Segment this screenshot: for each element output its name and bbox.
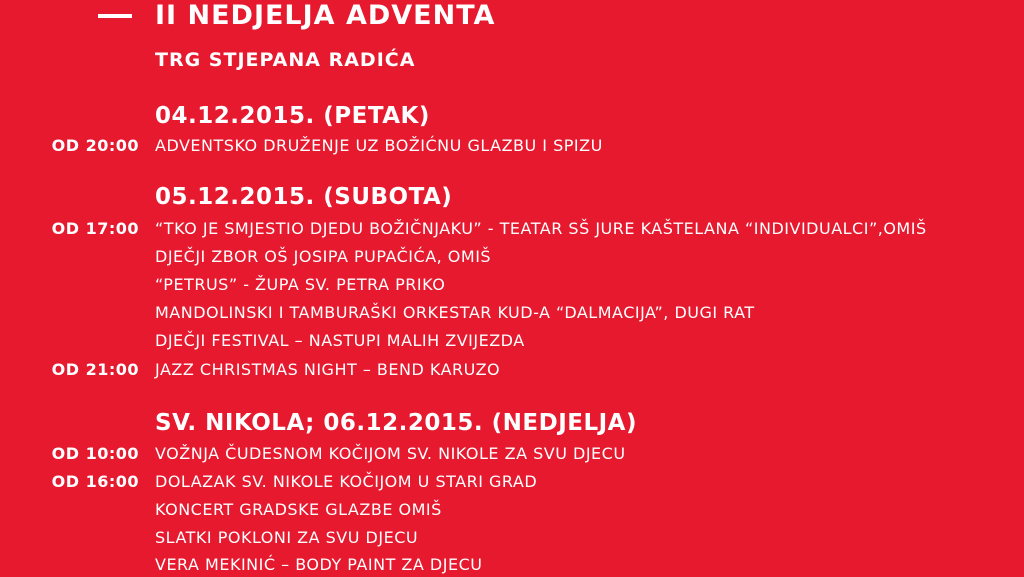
event-row <box>0 553 1024 577</box>
event-text: DJEČJI FESTIVAL – NASTUPI MALIH ZVIJEZDA <box>155 331 525 350</box>
event-text: JAZZ CHRISTMAS NIGHT – BEND KARUZO <box>155 360 501 379</box>
event-time: OD 10:00 <box>51 444 139 463</box>
event-row <box>0 470 1024 494</box>
event-text: “PETRUS” - ŽUPA SV. PETRA PRIKO <box>155 275 446 294</box>
event-time: OD 17:00 <box>51 219 139 238</box>
day-heading: 05.12.2015. (SUBOTA) <box>155 184 453 210</box>
event-row <box>0 134 1024 158</box>
event-row <box>0 273 1024 297</box>
page-title: II NEDJELJA ADVENTA <box>155 0 496 31</box>
event-row <box>0 526 1024 550</box>
event-row <box>0 498 1024 522</box>
event-time: OD 20:00 <box>51 136 139 155</box>
event-time: OD 16:00 <box>51 472 139 491</box>
event-text: DOLAZAK SV. NIKOLE KOČIJOM U STARI GRAD <box>155 472 538 491</box>
day-heading: 04.12.2015. (PETAK) <box>155 103 430 129</box>
event-text: KONCERT GRADSKE GLAZBE OMIŠ <box>155 500 442 519</box>
event-row <box>0 245 1024 269</box>
event-row <box>0 217 1024 241</box>
event-row <box>0 358 1024 382</box>
event-text: VOŽNJA ČUDESNOM KOČIJOM SV. NIKOLE ZA SVU DJECU <box>155 444 626 463</box>
event-text: DJEČJI ZBOR OŠ JOSIPA PUPAČIĆA, OMIŠ <box>155 247 492 266</box>
event-text: SLATKI POKLONI ZA SVU DJECU <box>155 528 419 547</box>
event-row <box>0 442 1024 466</box>
event-time: OD 21:00 <box>51 360 139 379</box>
event-text: “TKO JE SMJESTIO DJEDU BOŽIČNJAKU” - TEATAR SŠ JURE KAŠTELANA “INDIVIDUALCI”,OMIŠ <box>155 219 927 238</box>
title-dash <box>98 14 132 18</box>
event-row <box>0 329 1024 353</box>
event-text: VERA MEKINIĆ – BODY PAINT ZA DJECU <box>155 555 483 574</box>
event-text: MANDOLINSKI I TAMBURAŠKI ORKESTAR KUD-A “DALMACIJA”, DUGI RAT <box>155 303 755 322</box>
event-row <box>0 301 1024 325</box>
event-text: ADVENTSKO DRUŽENJE UZ BOŽIĆNU GLAZBU I SPIZU <box>155 136 603 155</box>
day-heading: SV. NIKOLA; 06.12.2015. (NEDJELJA) <box>155 410 637 436</box>
location-subtitle: TRG STJEPANA RADIĆA <box>155 49 416 71</box>
